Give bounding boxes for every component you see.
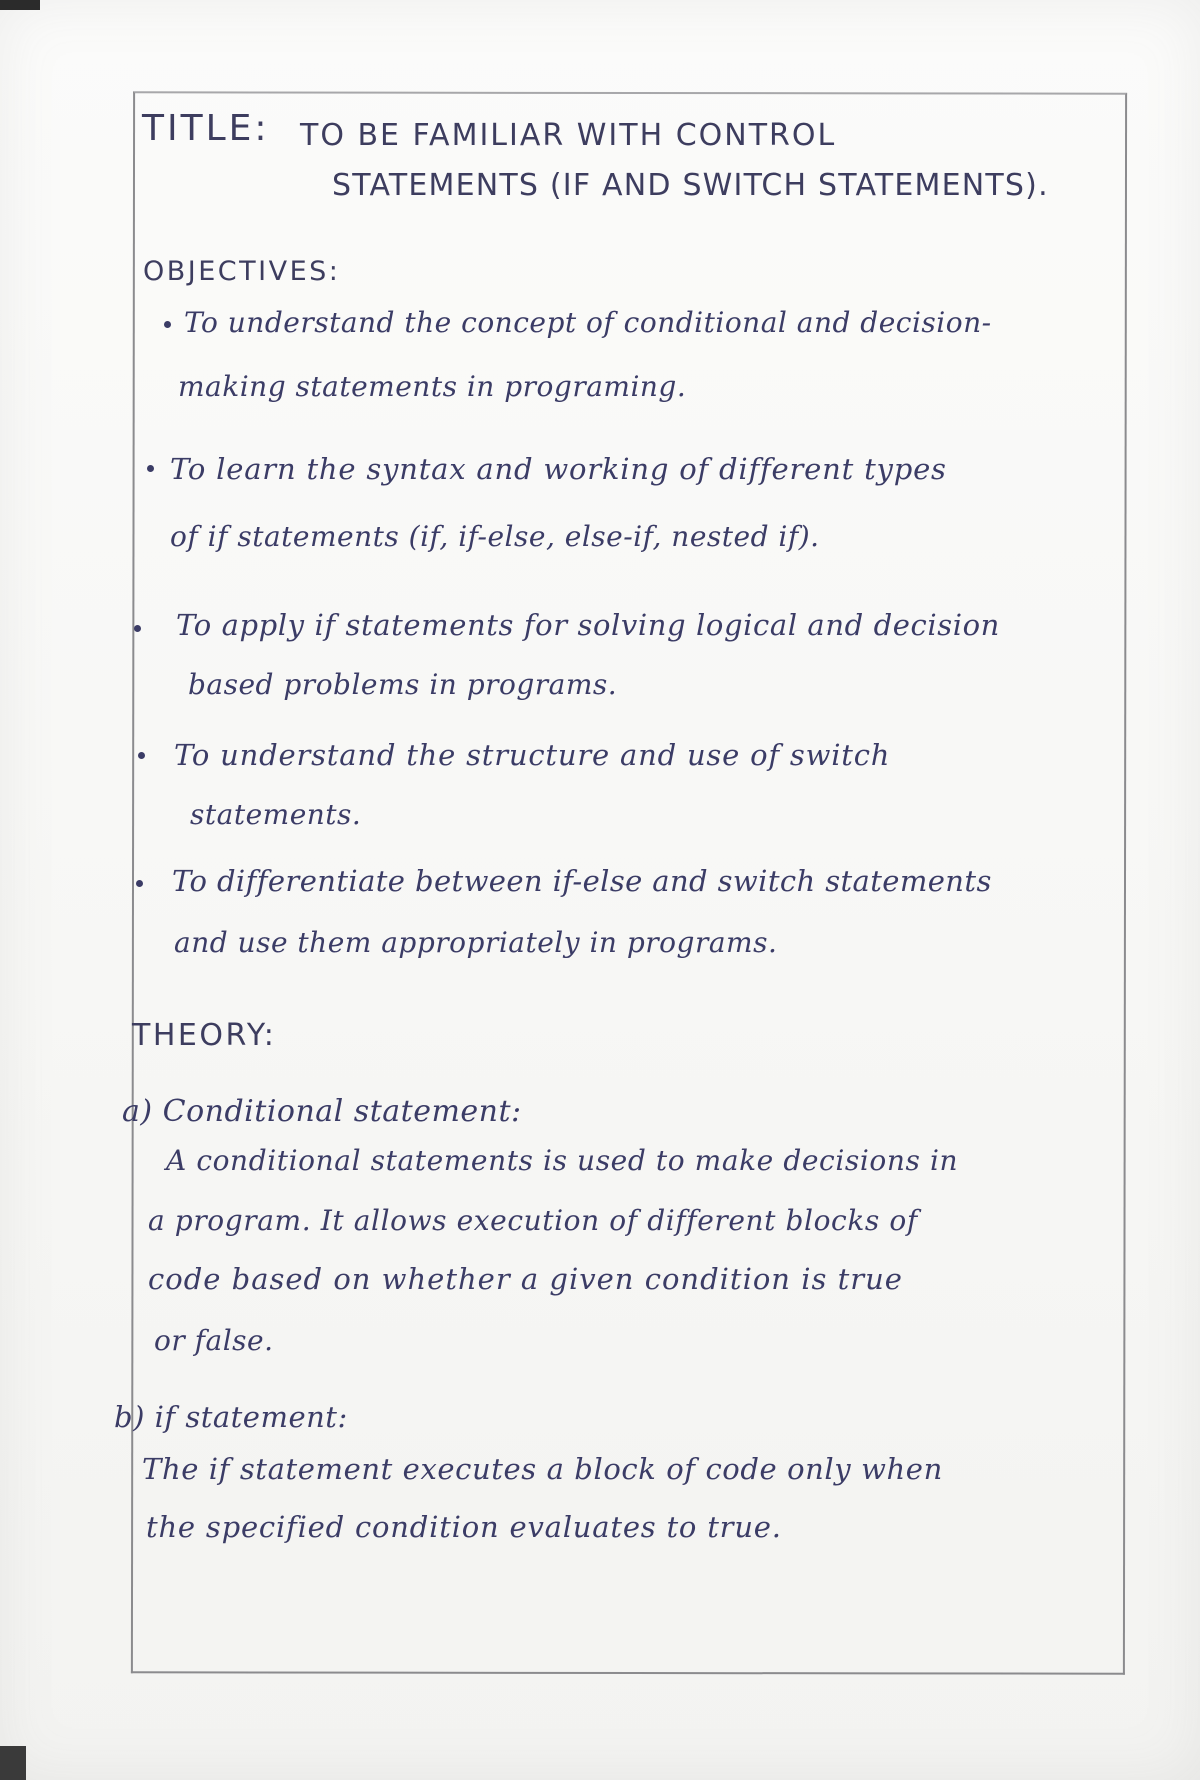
objective-1-line-1: To understand the concept of conditional and decision- bbox=[184, 306, 992, 339]
objective-3-line-1: To apply if statements for solving logical and decision bbox=[176, 608, 1000, 642]
bullet-objective-5 bbox=[136, 880, 143, 887]
bullet-objective-4 bbox=[138, 752, 145, 759]
objective-3-line-2: based problems in programs. bbox=[188, 668, 618, 701]
theory-section-b-line-2: the specified condition evaluates to true. bbox=[146, 1510, 782, 1544]
title-line-1: TO BE FAMILIAR WITH CONTROL bbox=[300, 118, 837, 153]
theory-section-a-heading: a) Conditional statement: bbox=[122, 1094, 522, 1129]
theory-section-b-line-1: The if statement executes a block of code only when bbox=[142, 1452, 943, 1486]
title-label: TITLE: bbox=[142, 108, 270, 149]
theory-section-a-line-3: code based on whether a given condition is true bbox=[148, 1262, 903, 1296]
theory-section-b-heading: b) if statement: bbox=[114, 1400, 348, 1434]
objective-1-line-2: making statements in programing. bbox=[178, 370, 687, 403]
bullet-objective-1 bbox=[164, 321, 171, 328]
theory-section-a-line-2: a program. It allows execution of different blocks of bbox=[148, 1204, 918, 1237]
objectives-heading: OBJECTIVES: bbox=[143, 256, 341, 287]
objective-4-line-1: To understand the structure and use of switch bbox=[174, 738, 891, 772]
title-line-2: STATEMENTS (IF AND SWITCH STATEMENTS). bbox=[332, 168, 1049, 203]
bullet-objective-3 bbox=[134, 625, 141, 632]
objective-4-line-2: statements. bbox=[190, 798, 362, 831]
objective-2-line-2: of if statements (if, if-else, else-if, nested if). bbox=[170, 520, 820, 553]
objective-2-line-1: To learn the syntax and working of different types bbox=[170, 452, 947, 486]
bullet-objective-2 bbox=[147, 465, 154, 472]
objective-5-line-2: and use them appropriately in programs. bbox=[174, 926, 778, 959]
theory-section-a-line-4: or false. bbox=[154, 1324, 274, 1357]
theory-section-a-line-1: A conditional statements is used to make decisions in bbox=[166, 1144, 959, 1177]
theory-heading: THEORY: bbox=[132, 1018, 277, 1053]
objective-5-line-1: To differentiate between if-else and switch statements bbox=[172, 864, 992, 898]
